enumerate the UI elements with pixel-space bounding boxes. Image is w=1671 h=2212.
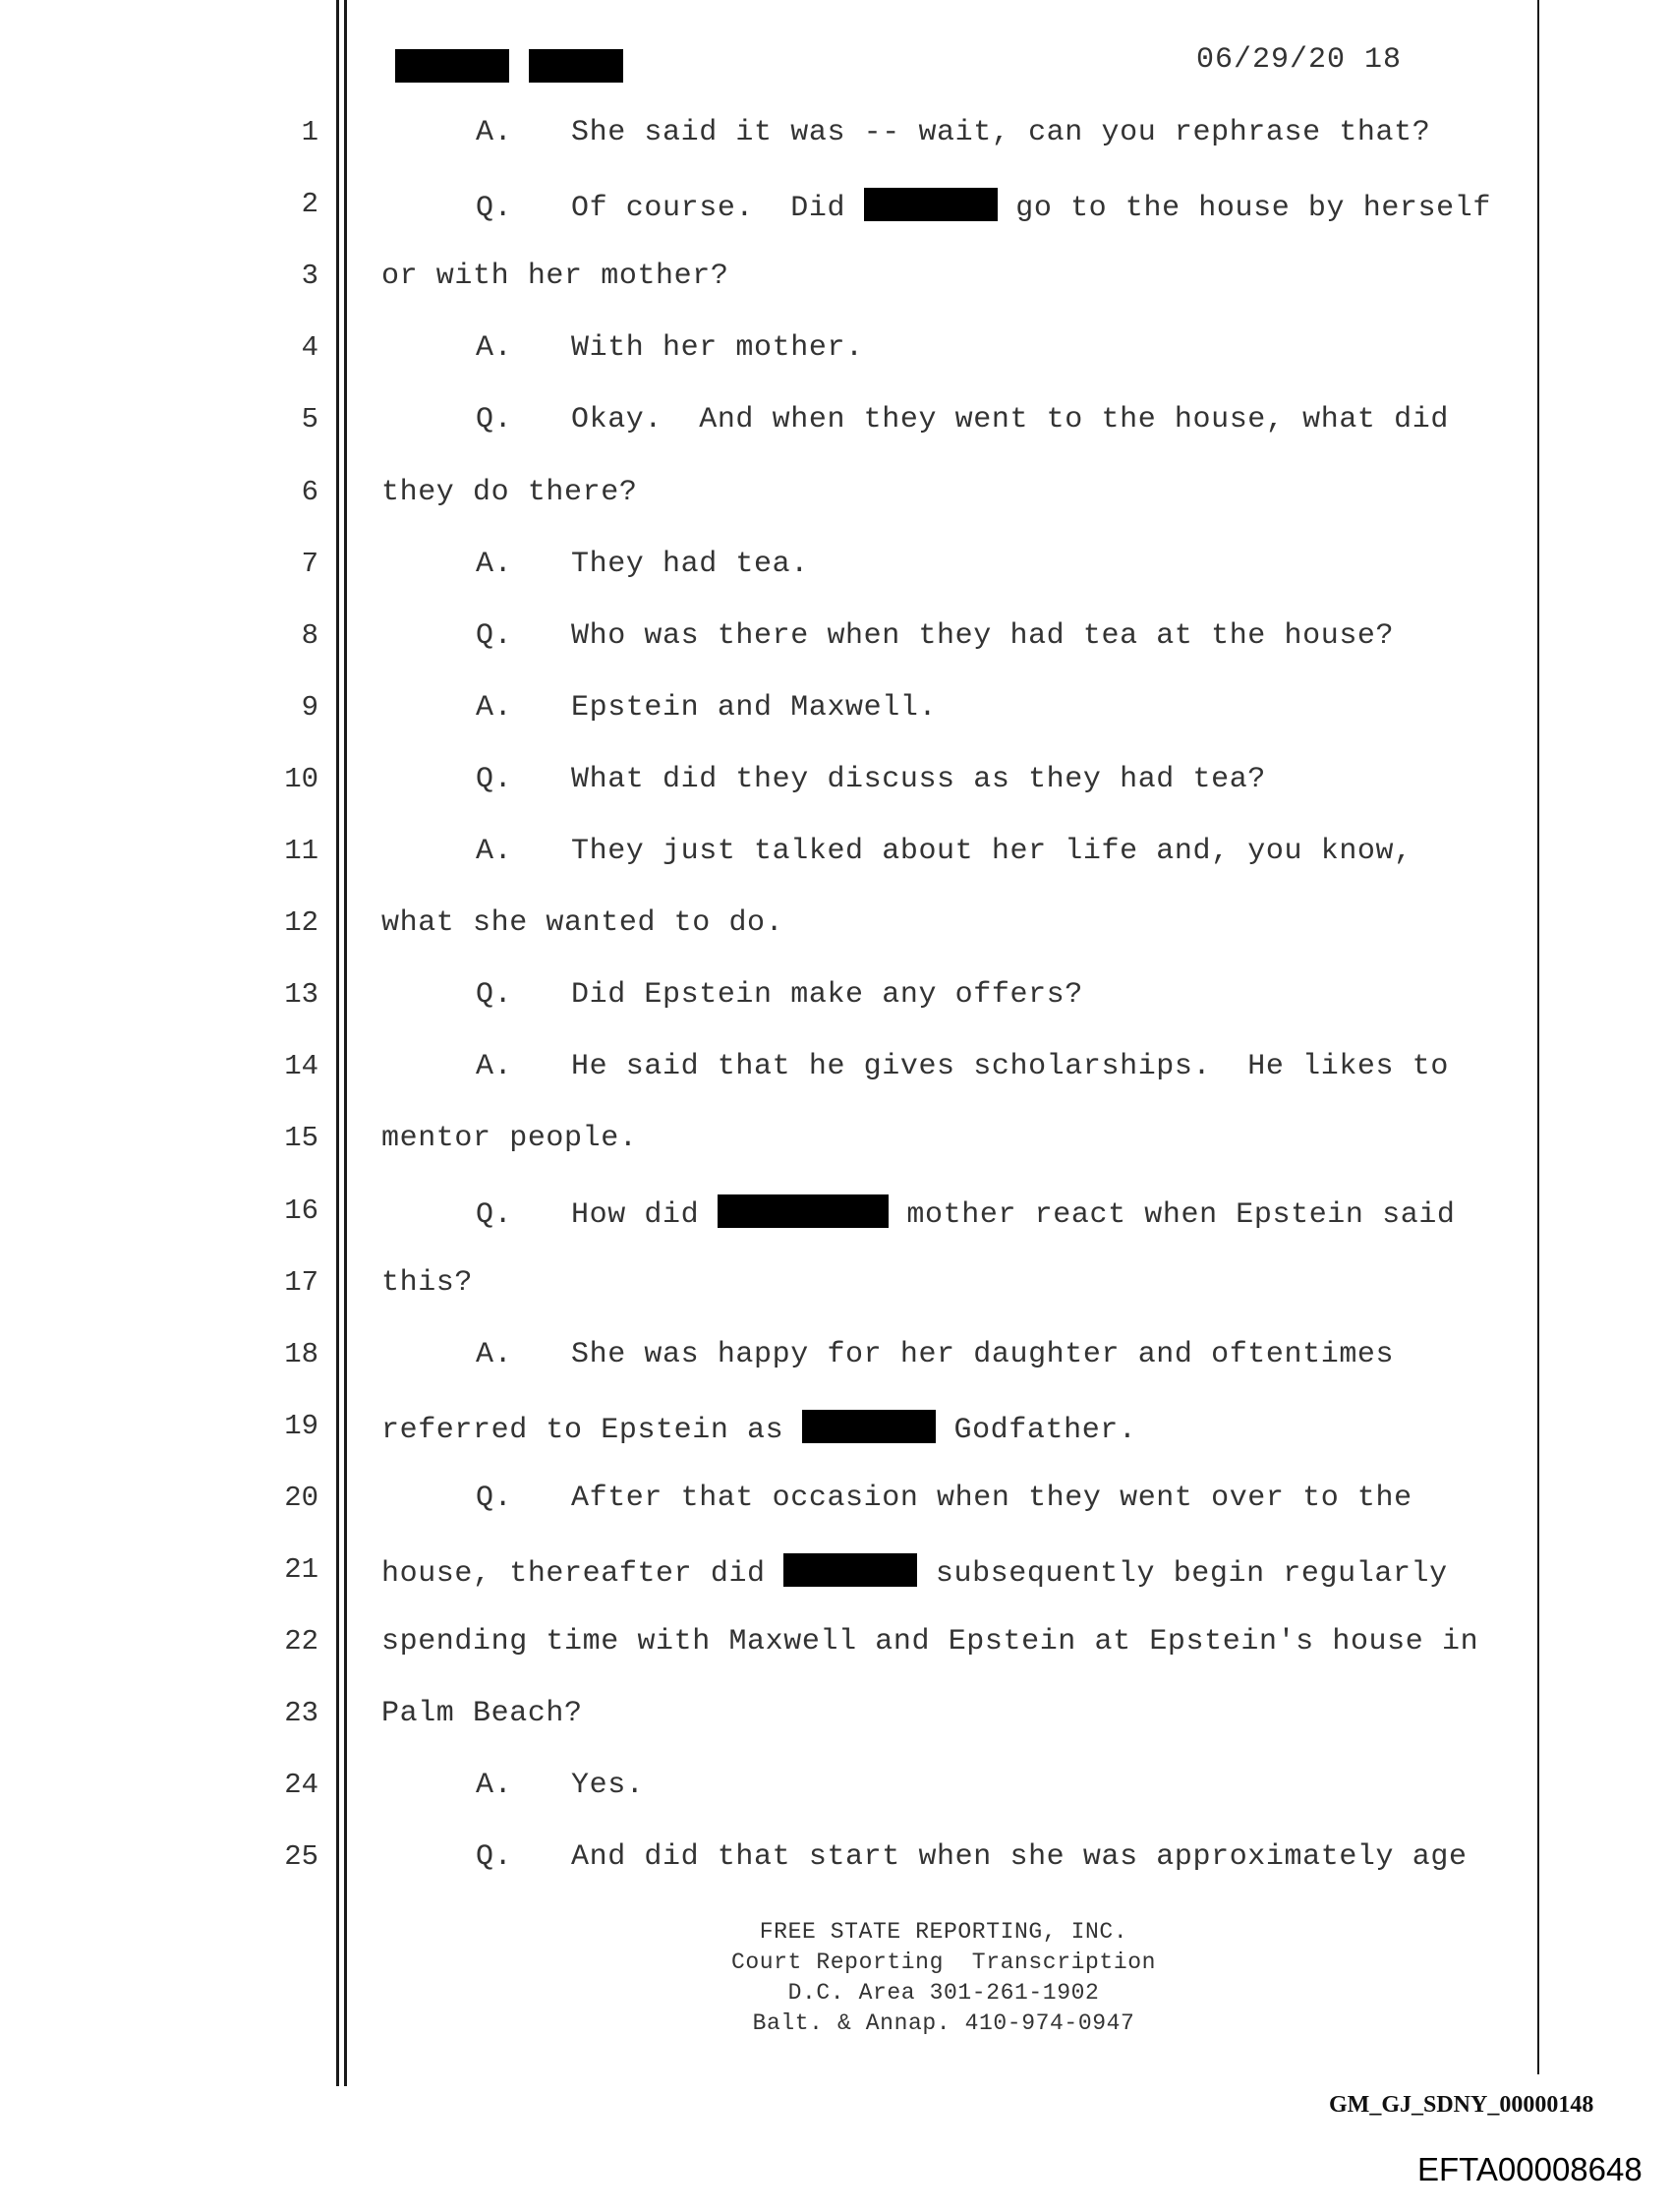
line-segment: Did Epstein make any offers?	[571, 978, 1083, 1013]
line-text	[476, 619, 1394, 653]
line-text	[381, 1122, 637, 1155]
line-text	[476, 548, 809, 581]
line-segment: referred to Epstein as	[381, 1413, 802, 1447]
line-text	[476, 835, 1412, 868]
transcript-line	[0, 1482, 1573, 1553]
line-text	[476, 116, 1430, 149]
transcript-line	[0, 116, 1573, 188]
line-number: 25	[284, 1840, 318, 1874]
line-text	[476, 188, 1491, 225]
line-number: 19	[284, 1409, 318, 1442]
redaction-block	[529, 49, 623, 83]
redaction-block	[864, 188, 998, 221]
transcript-line	[0, 1194, 1573, 1266]
line-text	[476, 763, 1266, 796]
speaker-marker: Q.	[476, 403, 513, 437]
line-text	[476, 978, 1083, 1012]
redaction-block	[395, 49, 509, 83]
speaker-marker: A.	[476, 1769, 513, 1803]
transcript-line	[0, 1625, 1573, 1697]
line-segment: what she wanted to do.	[381, 906, 784, 941]
speaker-marker: A.	[476, 116, 513, 149]
line-segment: They had tea.	[571, 547, 809, 581]
transcript-line	[0, 476, 1573, 548]
transcript-line	[0, 403, 1573, 475]
header-page-number: 18	[1364, 43, 1403, 77]
transcript-line	[0, 691, 1573, 763]
line-text	[476, 691, 937, 725]
line-segment: Who was there when they had tea at the house?	[571, 618, 1395, 653]
transcript-line	[0, 1122, 1573, 1193]
speaker-marker: Q.	[476, 618, 513, 653]
line-number: 17	[284, 1265, 318, 1299]
transcript-line	[0, 1553, 1573, 1625]
line-segment: go to the house by herself	[997, 192, 1491, 226]
speaker-marker: A.	[476, 690, 513, 725]
line-segment: She was happy for her daughter and oftentimes	[571, 1337, 1395, 1371]
line-segment: Epstein and Maxwell.	[571, 690, 938, 725]
transcript-line	[0, 1050, 1573, 1122]
transcript-line	[0, 188, 1573, 260]
speaker-marker: Q.	[476, 1197, 513, 1232]
line-text	[381, 1697, 583, 1730]
line-segment: After that occasion when they went over to the	[571, 1481, 1412, 1515]
line-segment: or with her mother?	[381, 260, 729, 294]
transcript-line	[0, 1410, 1573, 1482]
speaker-marker: Q.	[476, 978, 513, 1013]
line-text	[381, 260, 728, 293]
header-date-page	[1196, 43, 1402, 77]
transcript-line	[0, 1769, 1573, 1840]
footer-dc-phone: D.C. Area 301-261-1902	[787, 1980, 1100, 2006]
redaction-block	[783, 1553, 917, 1587]
line-segment: mentor people.	[381, 1122, 638, 1156]
transcript-line	[0, 906, 1573, 978]
line-segment: this?	[381, 1265, 474, 1300]
line-text	[476, 1840, 1468, 1874]
footer-company: FREE STATE REPORTING, INC.	[759, 1919, 1128, 1945]
line-number: 7	[301, 547, 318, 580]
line-segment: With her mother.	[571, 331, 864, 366]
speaker-marker: Q.	[476, 1481, 513, 1515]
transcript-line	[0, 331, 1573, 403]
speaker-marker: Q.	[476, 1840, 513, 1875]
speaker-marker: Q.	[476, 762, 513, 796]
line-segment: house, thereafter did	[381, 1557, 784, 1591]
line-number: 12	[284, 906, 318, 940]
line-number: 4	[301, 331, 318, 365]
line-number: 23	[284, 1697, 318, 1730]
line-number: 11	[284, 835, 318, 867]
line-text	[476, 403, 1449, 437]
line-text	[381, 1410, 1137, 1447]
bates-internal: GM_GJ_SDNY_00000148	[1329, 2092, 1594, 2118]
line-text	[476, 1194, 1456, 1232]
line-segment: they do there?	[381, 475, 638, 509]
footer-balt-phone: Balt. & Annap. 410-974-0947	[752, 2010, 1135, 2036]
transcript-line	[0, 1697, 1573, 1769]
line-number: 24	[284, 1769, 318, 1802]
footer-services: Court Reporting Transcription	[730, 1950, 1157, 1975]
line-number: 5	[301, 403, 318, 437]
line-text	[381, 906, 783, 940]
speaker-marker: A.	[476, 1337, 513, 1371]
speaker-marker: Q.	[476, 192, 513, 226]
line-text	[381, 476, 637, 509]
line-number: 10	[284, 762, 318, 795]
line-text	[476, 1050, 1449, 1083]
transcript-line	[0, 619, 1573, 691]
line-number: 22	[284, 1625, 318, 1659]
transcript-line	[0, 548, 1573, 619]
transcript-line	[0, 835, 1573, 906]
line-text	[476, 331, 864, 365]
reporter-footer	[590, 1917, 1297, 2039]
line-number: 15	[284, 1122, 318, 1155]
line-text	[476, 1769, 644, 1802]
speaker-marker: A.	[476, 1050, 513, 1084]
line-number: 3	[301, 260, 318, 293]
line-segment: They just talked about her life and, you know,	[571, 835, 1412, 868]
line-segment: He said that he gives scholarships. He likes to	[571, 1050, 1449, 1084]
line-segment: How did	[571, 1197, 718, 1232]
transcript-line	[0, 1266, 1573, 1338]
line-text	[381, 1553, 1448, 1591]
line-number: 13	[284, 978, 318, 1012]
line-number: 14	[284, 1050, 318, 1083]
transcript-line	[0, 1338, 1573, 1410]
line-number: 20	[284, 1481, 318, 1514]
line-number: 8	[301, 618, 318, 652]
line-number: 16	[284, 1193, 318, 1227]
line-text	[381, 1625, 1478, 1659]
line-segment: Of course. Did	[571, 192, 864, 226]
header-redactions	[395, 49, 623, 83]
transcript-line	[0, 1840, 1573, 1912]
transcript-line	[0, 763, 1573, 835]
line-number: 21	[284, 1553, 318, 1586]
line-text	[381, 1266, 473, 1300]
redaction-block	[718, 1194, 889, 1228]
transcript-line	[0, 260, 1573, 331]
line-text	[476, 1338, 1394, 1371]
line-number: 9	[301, 690, 318, 724]
line-number: 18	[284, 1337, 318, 1370]
line-segment: mother react when Epstein said	[888, 1197, 1456, 1232]
speaker-marker: A.	[476, 547, 513, 581]
line-segment: And did that start when she was approximately age	[571, 1840, 1468, 1875]
redaction-block	[802, 1410, 936, 1443]
line-number: 6	[301, 475, 318, 508]
line-segment: subsequently begin regularly	[917, 1557, 1448, 1591]
line-segment: What did they discuss as they had tea?	[571, 762, 1266, 796]
speaker-marker: A.	[476, 835, 513, 868]
line-segment: Godfather.	[935, 1413, 1137, 1447]
line-segment: Okay. And when they went to the house, what did	[571, 403, 1449, 437]
line-segment: Yes.	[571, 1769, 645, 1803]
line-number: 1	[301, 116, 318, 148]
header-date: 06/29/20	[1196, 43, 1347, 77]
line-number: 2	[301, 188, 318, 221]
line-segment: Palm Beach?	[381, 1697, 583, 1731]
speaker-marker: A.	[476, 331, 513, 366]
line-text	[476, 1482, 1412, 1515]
transcript-line	[0, 978, 1573, 1050]
line-segment: She said it was -- wait, can you rephrase that?	[571, 116, 1431, 149]
line-segment: spending time with Maxwell and Epstein at Epstein's house in	[381, 1625, 1479, 1659]
bates-efta: EFTA00008648	[1417, 2151, 1642, 2187]
